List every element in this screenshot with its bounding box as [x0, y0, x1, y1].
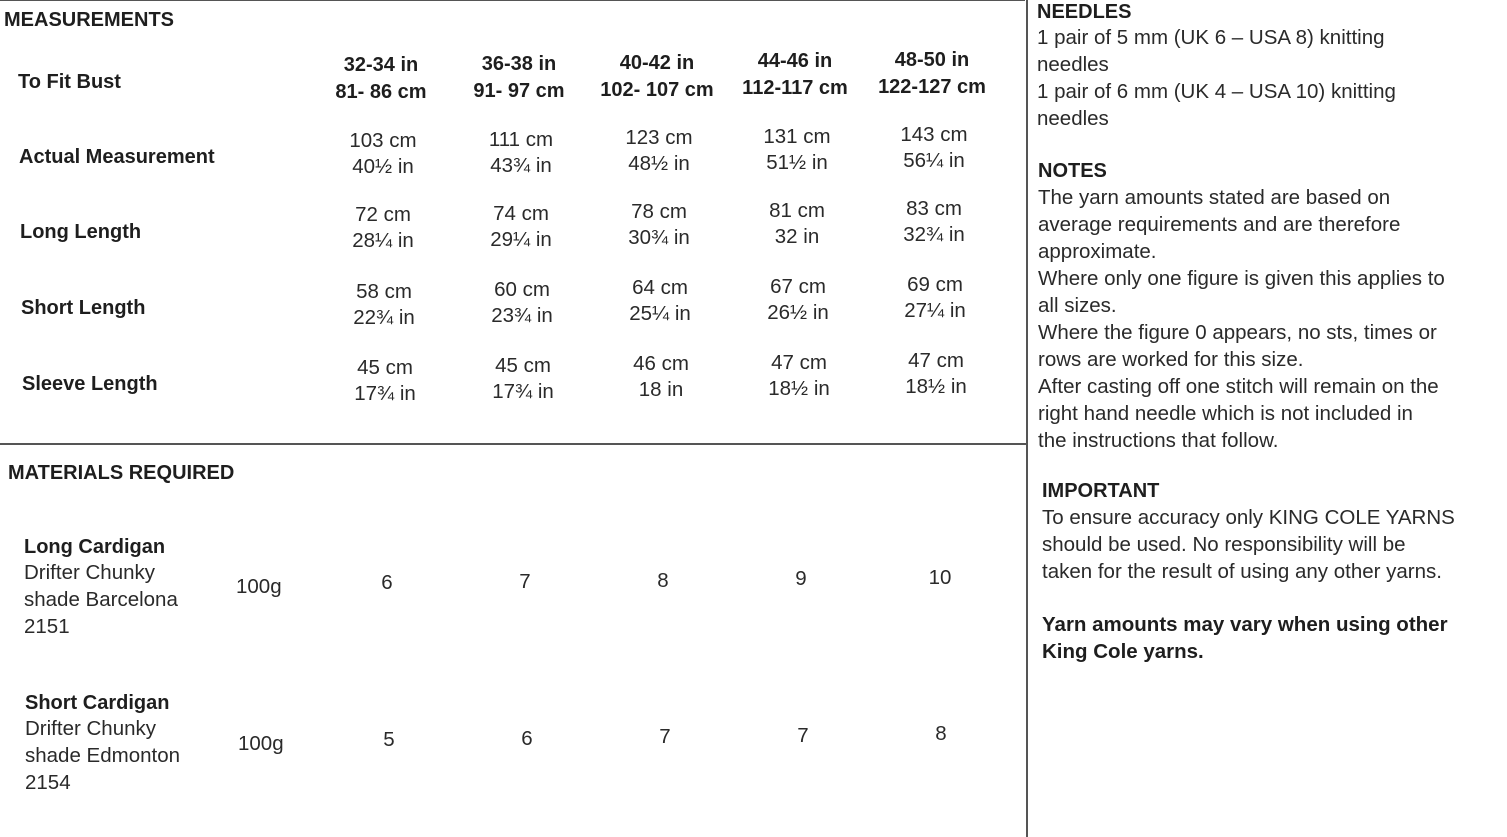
notes-line: Where only one figure is given this applies to — [1038, 267, 1445, 290]
material-amount: 7 — [519, 570, 531, 593]
notes-line: average requirements and are therefore — [1038, 213, 1401, 236]
material-item-long-cardigan — [24, 536, 178, 640]
important-line: To ensure accuracy only KING COLE YARNS — [1042, 506, 1455, 529]
material-amount: 8 — [657, 569, 669, 592]
notes-line: the instructions that follow. — [1038, 429, 1279, 452]
material-amount: 5 — [383, 728, 395, 751]
measurement-cell: 45 cm 17¾ in — [354, 356, 416, 405]
size-header: 36-38 in 91- 97 cm — [473, 53, 565, 102]
needles-line: 1 pair of 6 mm (UK 4 – USA 10) knitting — [1037, 80, 1396, 103]
notes-line: The yarn amounts stated are based on — [1038, 186, 1391, 209]
material-amount: 6 — [521, 727, 533, 750]
top-rule — [0, 0, 1025, 1]
measurement-cell: 123 cm 48½ in — [625, 126, 693, 175]
measurement-cell: 47 cm 18½ in — [905, 349, 967, 398]
size-header: 48-50 in 122-127 cm — [878, 49, 986, 98]
material-line: Drifter Chunky — [24, 561, 156, 584]
needles-line: needles — [1037, 107, 1109, 130]
notes-line: all sizes. — [1038, 294, 1117, 317]
measurement-cell: 47 cm 18½ in — [768, 351, 830, 400]
important-section — [1042, 478, 1455, 665]
material-line: 2154 — [25, 771, 71, 794]
notes-line: approximate. — [1038, 240, 1157, 263]
needles-line: 1 pair of 5 mm (UK 6 – USA 8) knitting — [1037, 26, 1385, 49]
important-line: taken for the result of using any other yarns. — [1042, 560, 1442, 583]
notes-line: right hand needle which is not included in — [1038, 402, 1413, 425]
row-label-short-length: Short Length — [21, 297, 146, 319]
material-line: shade Barcelona — [24, 588, 178, 611]
measurements-heading: MEASUREMENTS — [4, 9, 175, 31]
material-amount: 7 — [797, 724, 809, 747]
section-divider — [0, 443, 1027, 445]
measurement-cell: 78 cm 30¾ in — [628, 200, 690, 249]
measurement-cell: 83 cm 32¾ in — [903, 197, 965, 246]
material-amount: 8 — [935, 722, 947, 745]
material-amount: 6 — [381, 571, 393, 594]
measurement-cell: 81 cm 32 in — [769, 199, 825, 248]
measurement-cell: 143 cm 56¼ in — [900, 123, 968, 172]
row-label-to-fit-bust: To Fit Bust — [18, 71, 121, 93]
notes-line: Where the figure 0 appears, no sts, times or — [1038, 321, 1437, 344]
vertical-divider — [1026, 0, 1028, 837]
row-label-sleeve-length: Sleeve Length — [22, 373, 158, 395]
needles-section — [1037, 0, 1396, 132]
important-bold-line: King Cole yarns. — [1042, 640, 1204, 663]
material-item-short-cardigan — [25, 692, 180, 796]
row-label-long-length: Long Length — [20, 221, 142, 243]
measurement-cell: 46 cm 18 in — [633, 352, 689, 401]
size-header: 40-42 in 102- 107 cm — [600, 52, 714, 101]
measurement-cell: 74 cm 29¼ in — [490, 202, 552, 251]
material-weight: 100g — [238, 732, 284, 755]
measurement-cell: 60 cm 23¾ in — [491, 278, 553, 327]
needles-line: needles — [1037, 53, 1109, 76]
material-amount: 7 — [659, 725, 671, 748]
important-heading: IMPORTANT — [1042, 480, 1160, 502]
notes-line: rows are worked for this size. — [1038, 348, 1304, 371]
measurement-cell: 72 cm 28¼ in — [352, 203, 414, 252]
size-header: 32-34 in 81- 86 cm — [335, 54, 427, 103]
measurement-cell: 67 cm 26½ in — [767, 275, 829, 324]
measurement-cell: 103 cm 40½ in — [349, 129, 417, 178]
important-line: should be used. No responsibility will be — [1042, 533, 1406, 556]
needles-heading: NEEDLES — [1037, 1, 1132, 23]
row-label-actual-measurement: Actual Measurement — [19, 146, 215, 168]
size-header: 44-46 in 112-117 cm — [742, 50, 848, 99]
measurement-cell: 131 cm 51½ in — [763, 125, 831, 174]
notes-line: After casting off one stitch will remain on the — [1038, 375, 1439, 398]
material-line: Drifter Chunky — [25, 717, 157, 740]
material-amount: 9 — [795, 567, 807, 590]
measurement-cell: 69 cm 27¼ in — [904, 273, 966, 322]
important-bold-line: Yarn amounts may vary when using other — [1042, 613, 1448, 636]
notes-section — [1038, 158, 1445, 454]
material-line: shade Edmonton — [25, 744, 181, 767]
material-weight: 100g — [236, 575, 282, 598]
material-amount: 10 — [928, 566, 952, 589]
material-title: Long Cardigan — [24, 536, 166, 558]
material-title: Short Cardigan — [25, 692, 170, 714]
measurement-cell: 111 cm 43¾ in — [488, 128, 554, 177]
materials-heading: MATERIALS REQUIRED — [8, 462, 235, 484]
measurement-cell: 45 cm 17¾ in — [492, 354, 554, 403]
measurement-cell: 58 cm 22¾ in — [353, 280, 415, 329]
notes-heading: NOTES — [1038, 160, 1107, 182]
measurement-cell: 64 cm 25¼ in — [629, 276, 691, 325]
material-line: 2151 — [24, 615, 70, 638]
